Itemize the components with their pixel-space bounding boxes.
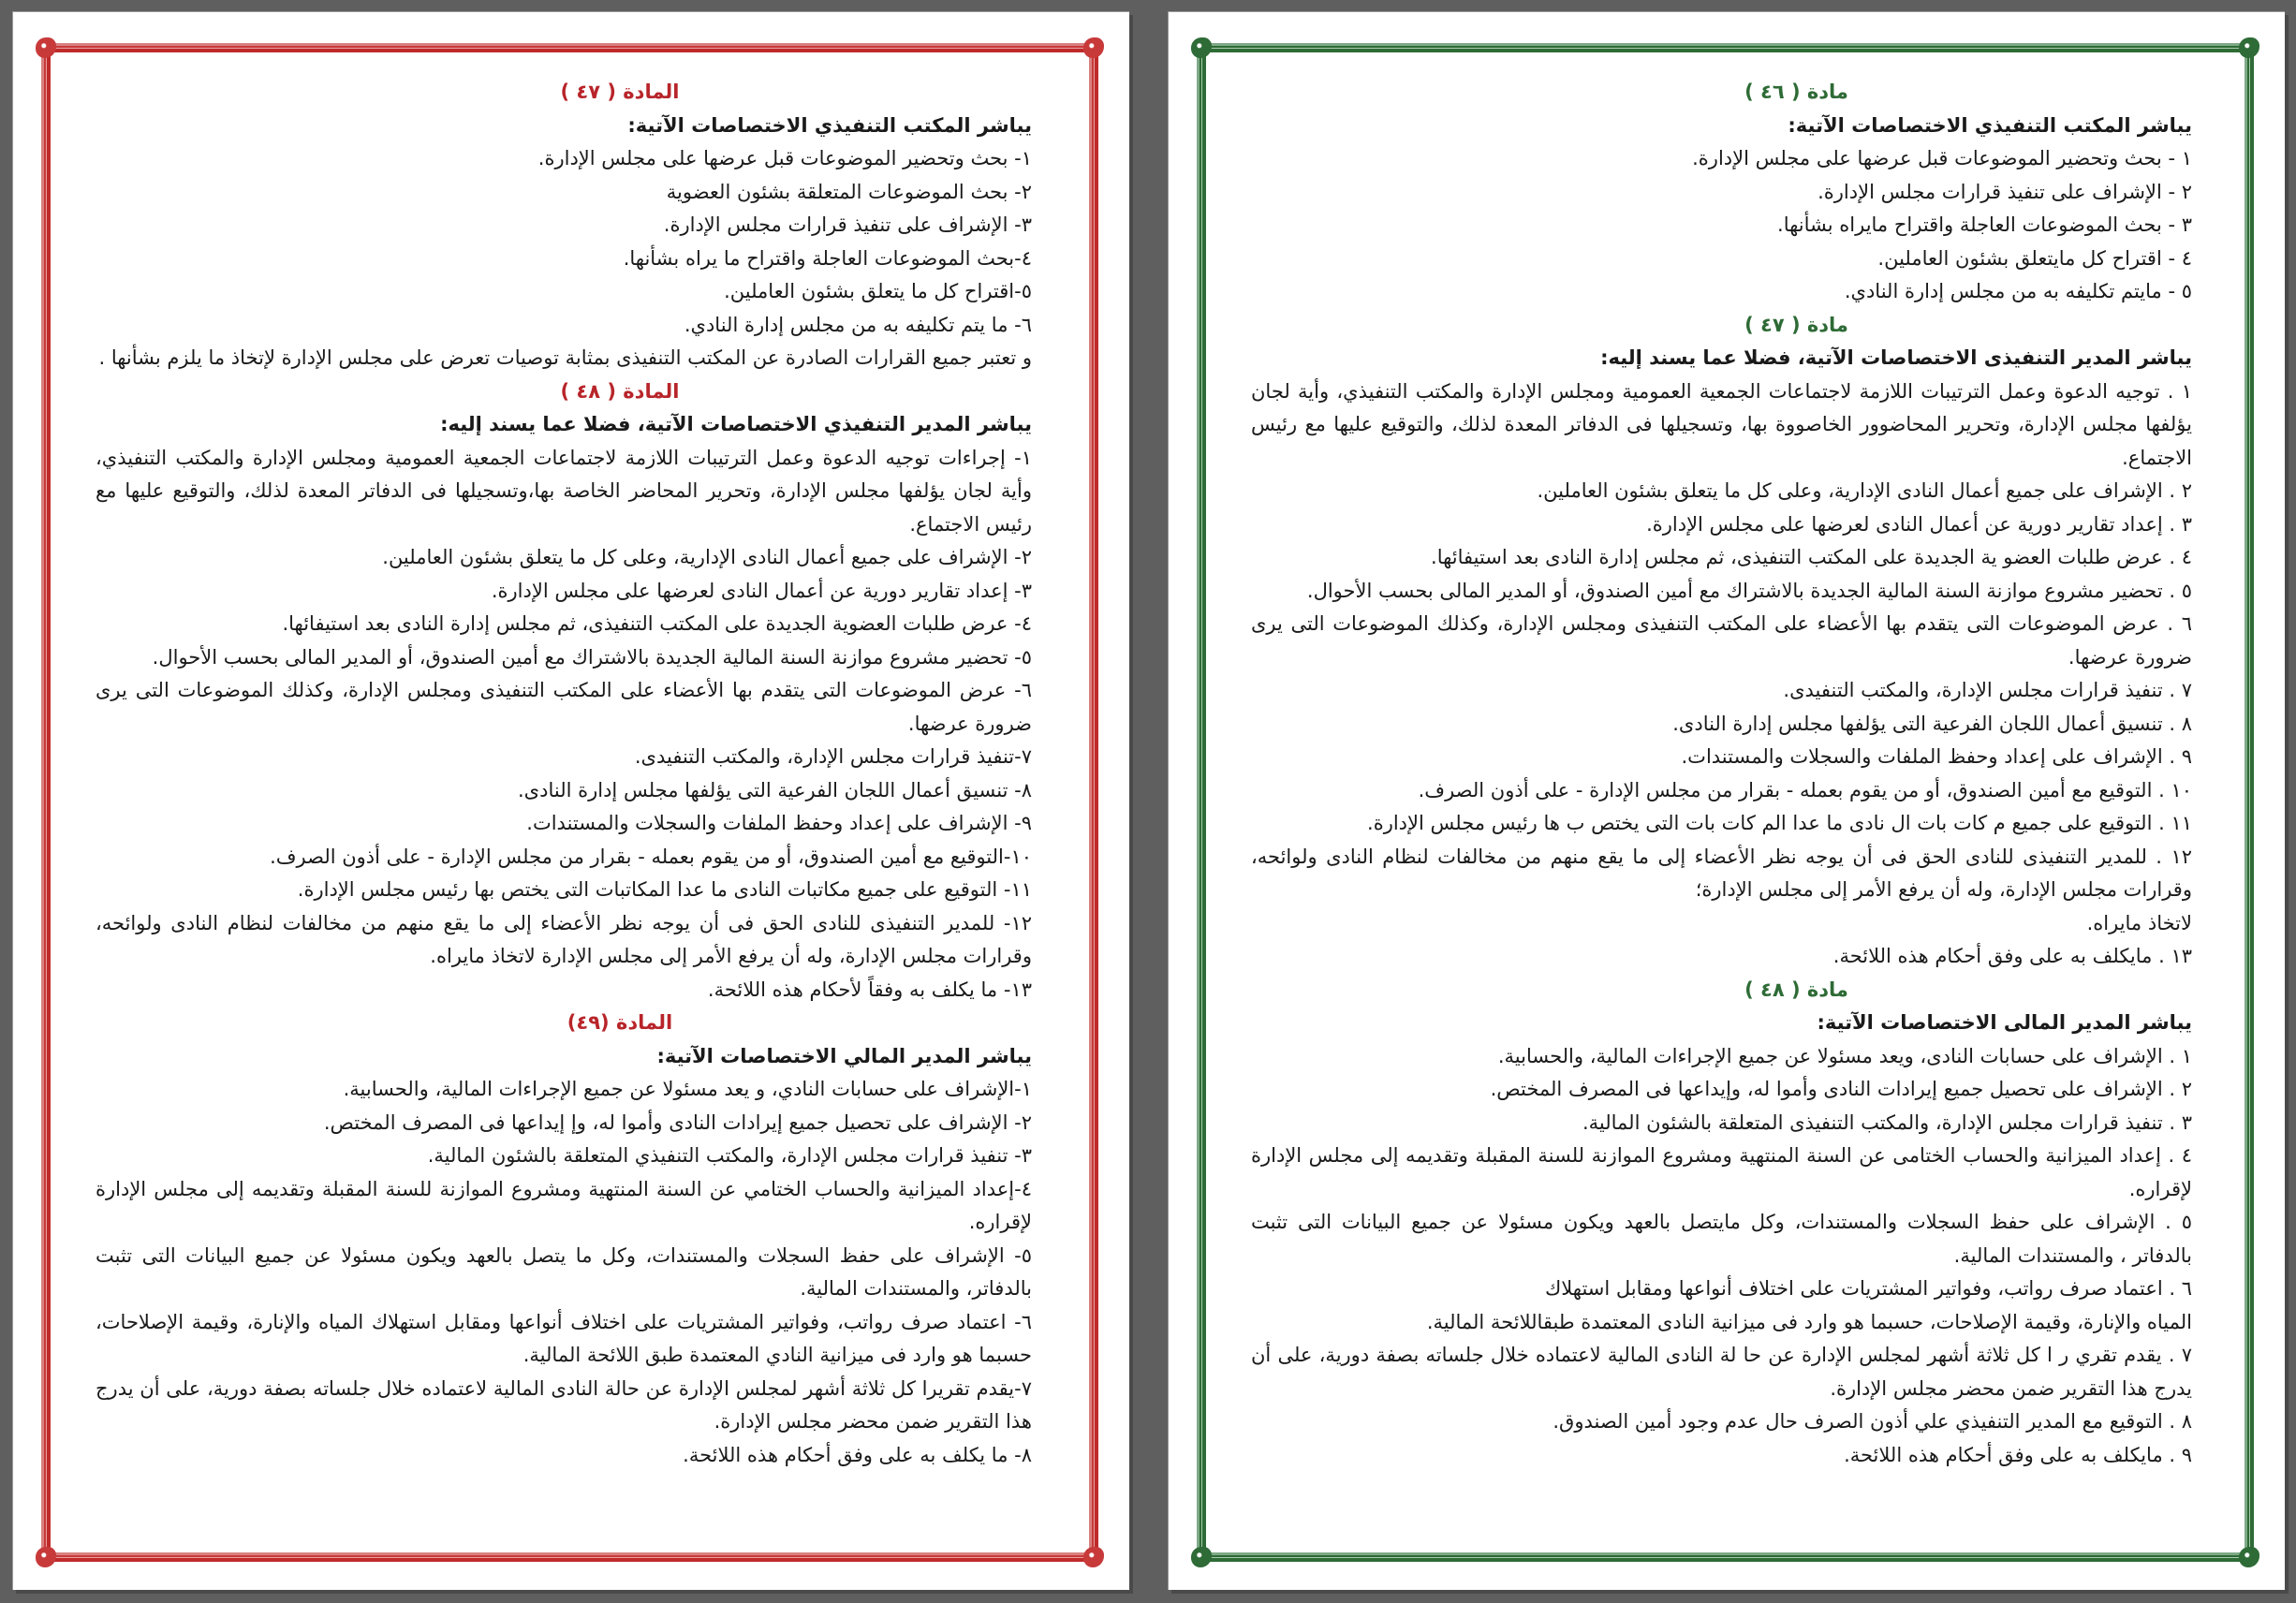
document-page-right <box>1168 11 2285 1590</box>
article-title: المادة (٤٩) <box>567 1011 673 1034</box>
border-top <box>1204 43 2246 52</box>
corner-ornament-icon <box>1083 37 1104 58</box>
article-item: ٢- الإشراف على جميع أعمال النادى الإدارية، وعلى كل ما يتعلق بشئون العاملين. <box>382 546 1032 568</box>
page-content <box>1251 76 2192 1472</box>
article-item: ٥- تحضير مشروع موازنة السنة المالية الجديدة بالاشتراك مع أمين الصندوق، أو المدير المالى بحسب الأحوال. <box>152 645 1032 669</box>
article-item: ٤-إعداد الميزانية والحساب الختامي عن السنة المنتهية ومشروع الموازنة للسنة المقبلة وتقديمه إلى مجلس الإدارة لإقراره. <box>96 1177 1032 1233</box>
article-item: ١٣ . مايكلف به على وفق أحكام هذه اللائحة. <box>1832 945 2192 967</box>
border-left <box>1197 51 1206 1554</box>
corner-ornament-icon <box>2239 1547 2259 1567</box>
article-item: ٥- الإشراف على حفظ السجلات والمستندات، وكل ما يتصل بالعهد ويكون مسئولا عن جميع البيانات التى تثبت بالدفاتر، والمستندات المالية. <box>96 1243 1032 1300</box>
article-lead: يباشر المدير المالى الاختصاصات الآتية: <box>1817 1011 2192 1034</box>
article-item: ٦ . عرض الموضوعات التى يتقدم بها الأعضاء على المكتب التنفيذى ومجلس الإدارة، وكذلك الموضوعات التى يرى ضرورة عرضها. <box>1251 612 2192 669</box>
article-item: ٣ . إعداد تقارير دورية عن أعمال النادى لعرضها على مجلس الإدارة. <box>1646 512 2192 536</box>
article-item: ٥ . تحضير مشروع موازنة السنة المالية الجديدة بالاشتراك مع أمين الصندوق، أو المدير المالى بحسب الأحوال. <box>1306 579 2192 602</box>
corner-ornament-icon <box>1191 37 1212 58</box>
border-bottom <box>1204 1552 2246 1562</box>
corner-ornament-icon <box>1083 1547 1104 1567</box>
article-title: المادة ( ٤٧ ) <box>560 81 680 103</box>
border-right <box>1089 51 1098 1554</box>
article-item: ٨ . تنسيق أعمال اللجان الفرعية التى يؤلفها مجلس إدارة النادى. <box>1672 712 2192 735</box>
corner-ornament-icon <box>36 1547 56 1567</box>
article-item: ١- إجراءات توجيه الدعوة وعمل الترتيبات اللازمة لاجتماعات الجمعية العمومية ومجلس الإدارة والمكتب التنفيذي، وأية لجان يؤلفها مجلس الإدارة، وتحرير المحاضر الخاصة بها،وتسجيلها فى الدفاتر المعدة لذلك، والتوقيع عليها مع رئيس الاجتماع. <box>96 446 1032 536</box>
article-item: ٦- اعتماد صرف رواتب، وفواتير المشتريات على اختلاف أنواعها ومقابل استهلاك المياه والإنارة، وقيمة الإصلاحات، حسبما هو وارد فى ميزانية النادي المعتمدة طبق اللائحة المالية. <box>96 1310 1032 1366</box>
corner-ornament-icon <box>2239 37 2259 58</box>
document-page-left <box>12 11 1129 1590</box>
article-item: ٢ - الإشراف على تنفيذ قرارات مجلس الإدارة. <box>1818 180 2192 203</box>
article-item: ٤-بحث الموضوعات العاجلة واقتراح ما يراه بشأنها. <box>623 246 1032 270</box>
border-bottom <box>49 1552 1091 1562</box>
article-item: و تعتبر جميع القرارات الصادرة عن المكتب التنفيذى بمثابة توصيات تعرض على مجلس الإدارة لإتخاذ ما يلزم بشأنها . <box>98 346 1032 369</box>
article-item: ١١ . التوقيع على جميع م كات بات ال نادى ما عدا الم كات بات التى يختص ب ها رئيس مجلس الإدارة. <box>1367 812 2192 834</box>
article-item: ٥-اقتراح كل ما يتعلق بشئون العاملين. <box>724 280 1032 302</box>
corner-ornament-icon <box>1191 1547 1212 1567</box>
article-item: ٥ . الإشراف على حفظ السجلات والمستندات، وكل مايتصل بالعهد ويكون مسئولا عن جميع البيانات التى تثبت بالدفاتر ، والمستندات المالية. <box>1251 1211 2192 1267</box>
article-item: ٦ . اعتماد صرف رواتب، وفواتير المشتريات على اختلاف أنواعها ومقابل استهلاك <box>1544 1277 2192 1300</box>
article-item: ٣- إعداد تقارير دورية عن أعمال النادى لعرضها على مجلس الإدارة. <box>491 579 1032 602</box>
article-item: ٢ . الإشراف على تحصيل جميع إيرادات النادى وأموا له، وإيداعها فى المصرف المختص. <box>1490 1078 2192 1100</box>
article-item: ١١- التوقيع على جميع مكاتبات النادى ما عدا المكاتبات التى يختص بها رئيس مجلس الإدارة. <box>297 878 1032 901</box>
article-item: ٣ . تنفيذ قرارات مجلس الإدارة، والمكتب التنفيذى المتعلقة بالشئون المالية. <box>1582 1110 2192 1134</box>
article-item: ١٢ . للمدير التنفيذى للنادى الحق فى أن يوجه نظر الأعضاء إلى ما يقع منهم من مخالفات لنظام النادى ولوائحه، وقرارات مجلس الإدارة، وله أن يرفع الأمر إلى مجلس الإدارة؛ <box>1251 845 2192 901</box>
article-item: ٣ - بحث الموضوعات العاجلة واقتراح مايراه بشأنها. <box>1777 213 2192 236</box>
article-item: ١-الإشراف على حسابات النادي، و يعد مسئولا عن جميع الإجراءات المالية، والحسابية. <box>343 1078 1032 1100</box>
article-item: ٤- عرض طلبات العضوية الجديدة على المكتب التنفيذى، ثم مجلس إدارة النادى بعد استيفائها. <box>282 612 1032 635</box>
article-item: ٥ - مايتم تكليفه به من مجلس إدارة النادي. <box>1844 280 2192 302</box>
article-item: ٧ . تنفيذ قرارات مجلس الإدارة، والمكتب التنفيدى. <box>1783 679 2192 701</box>
article-item: ٨- تنسيق أعمال اللجان الفرعية التى يؤلفها مجلس إدارة النادى. <box>518 778 1032 802</box>
article-lead: يباشر المدير التنفيذى الاختصاصات الآتية، فضلا عما يسند إليه: <box>1600 346 2192 369</box>
article-item: ٣- الإشراف على تنفيذ قرارات مجلس الإدارة. <box>663 213 1032 236</box>
article-item: ٧-يقدم تقريرا كل ثلاثة أشهر لمجلس الإدارة عن حالة النادى المالية لاعتماده خلال جلساته بصفة دورية، على أن يدرج هذا التقرير ضمن محضر مجلس الإدارة. <box>96 1376 1032 1433</box>
article-item: ٦- ما يتم تكليفه به من مجلس إدارة النادي. <box>684 313 1032 336</box>
article-item: ٧-تنفيذ قرارات مجلس الإدارة، والمكتب التنفيدى. <box>634 745 1032 768</box>
article-item: ٣- تنفيذ قرارات مجلس الإدارة، والمكتب التنفيذي المتعلقة بالشئون المالية. <box>427 1144 1032 1167</box>
article-item: ٤ - اقتراح كل مايتعلق بشئون العاملين. <box>1877 246 2192 270</box>
article-item: ١- بحث وتحضير الموضوعات قبل عرضها على مجلس الإدارة. <box>537 147 1032 169</box>
article-item: ١٠ . التوقيع مع أمين الصندوق، أو من يقوم بعمله - بقرار من مجلس الإدارة - على أذون الصرف. <box>1418 778 2192 802</box>
article-item: ٨- ما يكلف به على وفق أحكام هذه اللائحة. <box>683 1443 1032 1466</box>
article-item: ٢ . الإشراف على جميع أعمال النادى الإدارية، وعلى كل ما يتعلق بشئون العاملين. <box>1537 479 2192 502</box>
article-item: ١٢- للمدير التنفيذى للنادى الحق فى أن يوجه نظر الأعضاء إلى ما يقع منهم من مخالفات لنظام النادى ولوائحه، وقرارات مجلس الإدارة، وله أن يرفع الأمر إلى مجلس الإدارة لاتخاذ مايراه. <box>96 911 1032 967</box>
article-item: ٢- الإشراف على تحصيل جميع إيرادات النادى وأموا له، وإ إيداعها فى المصرف المختص. <box>323 1110 1032 1134</box>
article-item: ١ . توجيه الدعوة وعمل الترتيبات اللازمة لاجتماعات الجمعية العمومية ومجلس الإدارة والمكتب التنفيذي، وأية لجان يؤلفها مجلس الإدارة، وتحرير المحاضوور الخاصووة بها، وتسجيلها فى الدفاتر المعدة لذلك، والتوقيع عليها مع رئيس الاجتماع. <box>1251 379 2192 469</box>
article-item: ٩- الإشراف على إعداد وحفظ الملفات والسجلات والمستندات. <box>526 812 1032 834</box>
border-left <box>41 51 51 1554</box>
border-right <box>2244 51 2254 1554</box>
article-item: لاتخاذ مايراه. <box>2086 911 2192 934</box>
page-content <box>96 76 1032 1472</box>
article-item: ٩ . الإشراف على إعداد وحفظ الملفات والسجلات والمستندات. <box>1681 745 2192 768</box>
article-item: ١ - بحث وتحضير الموضوعات قبل عرضها على مجلس الإدارة. <box>1692 147 2192 169</box>
article-title: مادة ( ٤٧ ) <box>1744 313 1848 336</box>
article-lead: يباشر المكتب التنفيذي الاختصاصات الآتية: <box>1788 113 2192 137</box>
article-lead: يباشر المدير التنفيذي الاختصاصات الآتية، فضلا عما يسند إليه: <box>440 413 1032 435</box>
article-lead: يباشر المدير المالي الاختصاصات الآتية: <box>656 1044 1032 1067</box>
article-title: مادة ( ٤٨ ) <box>1744 978 1848 1001</box>
article-item: ١ . الإشراف على حسابات النادى، ويعد مسئولا عن جميع الإجراءات المالية، والحسابية. <box>1497 1044 2192 1067</box>
article-title: مادة ( ٤٦ ) <box>1744 81 1848 103</box>
article-item: ١٣- ما يكلف به وفقاً لأحكام هذه اللائحة. <box>707 978 1032 1001</box>
article-item: ٧ . يقدم تقري ر ا كل ثلاثة أشهر لمجلس الإدارة عن حا لة النادى المالية لاعتماده خلال جلساته بصفة دورية، على أن يدرج هذا التقرير ضمن محضر مجلس الإدارة. <box>1251 1344 2192 1400</box>
article-item: ٤ . إعداد الميزانية والحساب الختامى عن السنة المنتهية ومشروع الموازنة للسنة المقبلة وتقديمه إلى مجلس الإدارة لإقراره. <box>1251 1144 2192 1200</box>
article-item: ٦- عرض الموضوعات التى يتقدم بها الأعضاء على المكتب التنفيذى ومجلس الإدارة، وكذلك الموضوعات التى يرى ضرورة عرضها. <box>96 679 1032 735</box>
article-title: المادة ( ٤٨ ) <box>560 379 680 403</box>
article-item: ٨ . التوقيع مع المدير التنفيذي علي أذون الصرف حال عدم وجود أمين الصندوق. <box>1553 1410 2192 1433</box>
article-lead: يباشر المكتب التنفيذي الاختصاصات الآتية: <box>627 113 1032 137</box>
article-item: ٢- بحث الموضوعات المتعلقة بشئون العضوية <box>666 180 1032 203</box>
article-item: ٩ . مايكلف به على وفق أحكام هذه اللائحة. <box>1844 1443 2192 1466</box>
border-top <box>49 43 1091 52</box>
corner-ornament-icon <box>36 37 56 58</box>
article-item: ١٠-التوقيع مع أمين الصندوق، أو من يقوم بعمله - بقرار من مجلس الإدارة - على أذون الصرف. <box>270 845 1032 868</box>
article-item: ٤ . عرض طلبات العضو ية الجديدة على المكتب التنفيذى، ثم مجلس إدارة النادى بعد استيفائها. <box>1431 546 2192 568</box>
article-item: المياه والإنارة، وقيمة الإصلاحات، حسبما هو وارد فى ميزانية النادى المعتمدة طبقاللائحة المالية. <box>1426 1310 2192 1333</box>
